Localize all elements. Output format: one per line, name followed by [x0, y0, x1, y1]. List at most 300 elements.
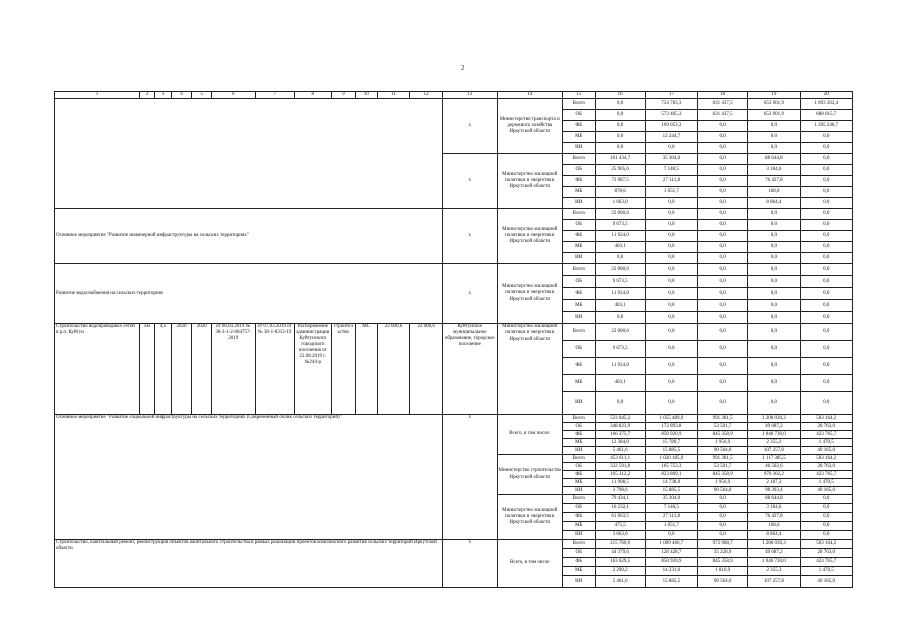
value-cell: 1 956,9 — [698, 479, 748, 487]
value-cell: 991 381,5 — [698, 415, 748, 423]
header-row — [55, 92, 853, 99]
column-header: 15 — [562, 92, 595, 99]
value-cell: 3 184,6 — [748, 165, 800, 176]
value-cell: 653 901,9 — [748, 110, 800, 121]
value-cell: 0,0 — [645, 288, 697, 300]
value-cell: 0,0 — [645, 143, 697, 154]
value-cell: 348 823,9 — [595, 423, 645, 431]
value-cell: 0,0 — [698, 495, 748, 504]
value-cell: 49 165,0 — [800, 487, 852, 495]
source-cell: Всего — [562, 209, 595, 220]
column-header: 17 — [645, 92, 697, 99]
marker-cell: х — [443, 99, 498, 154]
value-cell: 0,0 — [800, 209, 852, 220]
marker-cell: х — [443, 540, 498, 588]
value-cell: 0,0 — [748, 312, 800, 324]
value-cell: 972 968,7 — [698, 540, 748, 549]
value-cell: 3 663,0 — [595, 531, 645, 540]
source-cell: ИИ — [562, 143, 595, 154]
value-cell: 0,0 — [800, 242, 852, 253]
value-cell: 1 470,5 — [800, 567, 852, 576]
executor-cell: Министерство жилищной политики и энергетики Иркутской области — [497, 209, 562, 264]
source-cell: МБ — [562, 300, 595, 312]
value-cell: 15 885,5 — [645, 487, 697, 495]
value-cell: 22 000,6 — [595, 209, 645, 220]
value-cell: 0,0 — [645, 198, 697, 209]
object-start-cell: 2020 — [171, 324, 192, 415]
source-cell: ОБ — [562, 276, 595, 288]
value-cell: 0,0 — [698, 522, 748, 531]
value-cell: 0,0 — [800, 264, 852, 276]
value-cell: 0,0 — [698, 324, 748, 341]
value-cell: 503 164,2 — [800, 455, 852, 463]
value-cell: 128 428,7 — [645, 549, 697, 558]
value-cell: 0,0 — [748, 132, 800, 143]
value-cell: 215 760,9 — [595, 540, 645, 549]
value-cell: 46 502,6 — [748, 463, 800, 471]
value-cell: 332 591,8 — [595, 463, 645, 471]
value-cell: 49 165,0 — [800, 447, 852, 455]
object-cost-b-cell: 22 000,6 — [410, 324, 443, 415]
value-cell: 0,0 — [698, 531, 748, 540]
object-name-cell: Строительство водопроводных сетей в р.п. Куйтун — [55, 324, 140, 415]
source-cell: Всего — [562, 415, 595, 423]
value-cell: 53 501,7 — [698, 423, 748, 431]
value-cell: 0,0 — [645, 531, 697, 540]
value-cell: 76 427,8 — [748, 513, 800, 522]
source-cell: Всего — [562, 455, 595, 463]
value-cell: 0,0 — [645, 253, 697, 264]
value-cell: 0,0 — [698, 341, 748, 358]
value-cell: 9 673,5 — [595, 220, 645, 231]
value-cell: 0,0 — [800, 154, 852, 165]
value-cell: 1 046 730,0 — [748, 558, 800, 567]
value-cell: 8 864,4 — [748, 198, 800, 209]
column-header: 4 — [171, 92, 192, 99]
value-cell: 850 920,9 — [645, 431, 697, 439]
section-title-cell: Основное мероприятие "Развитие инженерной инфраструктуры на сельских территориях" — [55, 209, 443, 264]
source-cell: ОБ — [562, 423, 595, 431]
value-cell: 0,0 — [698, 276, 748, 288]
value-cell: 423 765,7 — [800, 471, 852, 479]
value-cell: 1 051,7 — [645, 522, 697, 531]
source-cell: МБ — [562, 132, 595, 143]
value-cell: 0,0 — [595, 253, 645, 264]
value-cell: 0,0 — [748, 324, 800, 341]
value-cell: 0,0 — [748, 209, 800, 220]
value-cell: 90 564,0 — [698, 576, 748, 588]
object-ms-cell: МС — [355, 324, 377, 415]
source-cell: ФБ — [562, 231, 595, 242]
value-cell: 573 485,3 — [645, 110, 697, 121]
value-cell: 12 384,0 — [595, 439, 645, 447]
table-row — [55, 415, 853, 423]
value-cell: 90 564,0 — [698, 487, 748, 495]
value-cell: 35 304,0 — [645, 495, 697, 504]
value-cell: 11 924,0 — [595, 288, 645, 300]
source-cell: ИИ — [562, 531, 595, 540]
column-header: 14 — [497, 92, 562, 99]
value-cell: 25 905,6 — [595, 165, 645, 176]
value-cell: 98 393,4 — [748, 487, 800, 495]
value-cell: 107 257,8 — [748, 576, 800, 588]
executor-cell: Министерство транспорта и дорожного хозяйства Иркутской области — [497, 99, 562, 154]
value-cell: 14 738,0 — [645, 479, 697, 487]
value-cell: 15 885,5 — [645, 576, 697, 588]
table-row — [55, 540, 853, 549]
value-cell: 0,0 — [595, 121, 645, 132]
page-number: 2 — [461, 64, 465, 72]
value-cell: 0,0 — [800, 375, 852, 392]
value-cell: 878,6 — [595, 187, 645, 198]
value-cell: 28 763,0 — [800, 463, 852, 471]
object-work-type-cell: строительство — [331, 324, 355, 415]
value-cell: 0,0 — [800, 132, 852, 143]
value-cell: 0,0 — [698, 154, 748, 165]
source-cell: Всего — [562, 324, 595, 341]
value-cell: 754 783,3 — [645, 99, 697, 110]
column-header: 2 — [140, 92, 155, 99]
value-cell: 0,0 — [698, 504, 748, 513]
value-cell: 0,0 — [800, 187, 852, 198]
value-cell: 0,0 — [748, 300, 800, 312]
value-cell: 0,0 — [748, 375, 800, 392]
value-cell: 8 864,4 — [748, 531, 800, 540]
value-cell: 0,0 — [698, 264, 748, 276]
column-header: 1 — [55, 92, 140, 99]
source-cell: ОБ — [562, 463, 595, 471]
value-cell: 88 644,8 — [748, 154, 800, 165]
value-cell: 35 228,9 — [698, 549, 748, 558]
value-cell: 423 765,7 — [800, 558, 852, 567]
value-cell: 453 611,1 — [595, 455, 645, 463]
value-cell: 0,0 — [645, 276, 697, 288]
value-cell: 1 051,7 — [645, 187, 697, 198]
value-cell: 823 809,1 — [645, 471, 697, 479]
marker-cell: х — [443, 264, 498, 324]
source-cell: ОБ — [562, 165, 595, 176]
value-cell: 0,0 — [645, 375, 697, 392]
source-cell: ИИ — [562, 312, 595, 324]
value-cell: 5 461,6 — [595, 447, 645, 455]
value-cell: 1 117 385,5 — [748, 455, 800, 463]
column-header: 20 — [800, 92, 852, 99]
value-cell: 2 290,2 — [595, 567, 645, 576]
value-cell: 533 045,2 — [595, 415, 645, 423]
value-cell: 1 055 489,9 — [645, 415, 697, 423]
value-cell: 0,0 — [645, 341, 697, 358]
value-cell: 0,0 — [800, 143, 852, 154]
value-cell: 0,0 — [698, 242, 748, 253]
value-cell: 49 687,2 — [748, 549, 800, 558]
value-cell: 0,0 — [698, 143, 748, 154]
source-cell: ФБ — [562, 471, 595, 479]
value-cell: 0,0 — [698, 220, 748, 231]
value-cell: 1 020 185,9 — [645, 455, 697, 463]
value-cell: 1 206 030,3 — [748, 540, 800, 549]
value-cell: 0,0 — [748, 288, 800, 300]
value-cell: 0,0 — [800, 198, 852, 209]
object-row — [55, 324, 853, 341]
value-cell: 1 206 030,3 — [748, 415, 800, 423]
value-cell: 9 673,5 — [595, 276, 645, 288]
value-cell: 61 063,5 — [595, 513, 645, 522]
value-cell: 0,0 — [800, 392, 852, 415]
source-cell: ФБ — [562, 358, 595, 375]
value-cell: 0,0 — [748, 264, 800, 276]
source-cell: ИИ — [562, 447, 595, 455]
value-cell: 101 434,7 — [595, 154, 645, 165]
source-cell: МБ — [562, 375, 595, 392]
value-cell: 0,0 — [698, 231, 748, 242]
column-header: 5 — [192, 92, 212, 99]
value-cell: 5 461,6 — [595, 576, 645, 588]
value-cell: 22 000,6 — [595, 324, 645, 341]
value-cell: 9 673,5 — [595, 341, 645, 358]
source-cell: ОБ — [562, 341, 595, 358]
value-cell: 0,0 — [595, 392, 645, 415]
value-cell: 0,0 — [800, 231, 852, 242]
value-cell: 27 111,8 — [645, 176, 697, 187]
source-cell: ИИ — [562, 198, 595, 209]
value-cell: 79 434,1 — [595, 495, 645, 504]
value-cell: 0,0 — [645, 358, 697, 375]
column-header: 19 — [748, 92, 800, 99]
value-cell: 0,0 — [748, 392, 800, 415]
source-cell: МБ — [562, 567, 595, 576]
source-cell: ФБ — [562, 558, 595, 567]
value-cell: 1 470,5 — [800, 439, 852, 447]
value-cell: 0,0 — [800, 253, 852, 264]
object-executor-cell: Министерство жилищной политики и энергетики Иркутской области — [497, 324, 562, 415]
source-cell: МБ — [562, 439, 595, 447]
value-cell: 0,0 — [698, 187, 748, 198]
source-cell: ФБ — [562, 288, 595, 300]
value-cell: 0,0 — [698, 121, 748, 132]
value-cell: 15 789,7 — [645, 439, 697, 447]
value-cell: 11 924,0 — [595, 231, 645, 242]
source-cell: Всего — [562, 540, 595, 549]
source-cell: ИИ — [562, 576, 595, 588]
value-cell: 991 381,5 — [698, 455, 748, 463]
source-cell: ИИ — [562, 392, 595, 415]
section-title-cell: Основное мероприятие "Развитие социальной инфраструктуры на сельских территориях (Современный облик сельских территорий)" — [55, 415, 443, 540]
column-header: 18 — [698, 92, 748, 99]
source-cell: ИИ — [562, 253, 595, 264]
value-cell: 0,0 — [645, 300, 697, 312]
value-cell: 165 753,3 — [645, 463, 697, 471]
value-cell: 0,0 — [748, 276, 800, 288]
source-cell: Всего — [562, 154, 595, 165]
value-cell: 0,0 — [698, 176, 748, 187]
value-cell: 0,0 — [645, 220, 697, 231]
value-cell: 11 924,0 — [595, 358, 645, 375]
value-cell: 0,0 — [595, 312, 645, 324]
value-cell: 44 379,6 — [595, 549, 645, 558]
column-header: 3 — [155, 92, 171, 99]
value-cell: 0,0 — [595, 132, 645, 143]
value-cell: 15 885,5 — [645, 447, 697, 455]
value-cell: 0,0 — [748, 220, 800, 231]
value-cell: 12 244,7 — [645, 132, 697, 143]
object-approval-cell: от 07.03.2019 от № 38-1-0312-19 — [255, 324, 294, 415]
budget-table — [54, 91, 853, 588]
executor-cell: Министерство жилищной политики и энергетики Иркутской области — [497, 495, 562, 540]
executor-cell: Министерство жилищной политики и энергетики Иркутской области — [497, 154, 562, 209]
object-decree-cell: Распоряжение администрации Куйтунского городского поселения от 22.08.2019 г. №244-р — [294, 324, 331, 415]
source-cell: МБ — [562, 187, 595, 198]
source-cell: ОБ — [562, 110, 595, 121]
value-cell: 503 164,2 — [800, 540, 852, 549]
value-cell: 49 687,2 — [748, 423, 800, 431]
value-cell: 0,0 — [800, 513, 852, 522]
value-cell: 0,0 — [800, 300, 852, 312]
value-cell: 0,0 — [698, 165, 748, 176]
executor-cell: Всего, в том числе: — [497, 415, 562, 455]
executor-cell: Министерство строительства Иркутской области — [497, 455, 562, 495]
value-cell: 107 257,8 — [748, 447, 800, 455]
section-title-cell: Развитие водоснабжения на сельских территориях — [55, 264, 443, 324]
value-cell: 850 920,9 — [645, 558, 697, 567]
column-header: 13 — [443, 92, 498, 99]
table-row — [55, 209, 853, 220]
value-cell: 631 437,5 — [698, 110, 748, 121]
value-cell: 88 644,8 — [748, 495, 800, 504]
value-cell: 27 111,8 — [645, 513, 697, 522]
value-cell: 0,0 — [698, 132, 748, 143]
column-header: 10 — [355, 92, 377, 99]
marker-cell: х — [443, 154, 498, 209]
object-capacity-cell: 4,5 — [155, 324, 171, 415]
value-cell: 0,0 — [698, 198, 748, 209]
source-cell: ФБ — [562, 513, 595, 522]
column-header: 6 — [211, 92, 255, 99]
source-cell: ОБ — [562, 549, 595, 558]
value-cell: 35 304,0 — [645, 154, 697, 165]
value-cell: 0,0 — [698, 375, 748, 392]
executor-cell: Министерство жилищной политики и энергетики Иркутской области — [497, 264, 562, 324]
source-cell: ОБ — [562, 504, 595, 513]
value-cell: 653 901,9 — [748, 99, 800, 110]
section-title-cell — [55, 99, 443, 209]
value-cell: 503 164,2 — [800, 415, 852, 423]
table-row — [55, 264, 853, 276]
value-cell: 0,0 — [800, 220, 852, 231]
value-cell: 0,0 — [800, 288, 852, 300]
value-cell: 688 015,7 — [800, 110, 852, 121]
value-cell: 53 501,7 — [698, 463, 748, 471]
table-row — [55, 99, 853, 110]
value-cell: 7 140,5 — [645, 165, 697, 176]
value-cell: 1 205 246,7 — [800, 121, 852, 132]
value-cell: 1 663,0 — [595, 198, 645, 209]
value-cell: 49 165,0 — [800, 576, 852, 588]
value-cell: 22 000,6 — [595, 264, 645, 276]
value-cell: 0,0 — [800, 341, 852, 358]
source-cell: МБ — [562, 242, 595, 253]
column-header: 16 — [595, 92, 645, 99]
marker-cell: х — [443, 209, 498, 264]
value-cell: 2 355,3 — [748, 567, 800, 576]
value-cell: 1 893 262,4 — [800, 99, 852, 110]
value-cell: 3 798,6 — [595, 487, 645, 495]
value-cell: 0,0 — [595, 110, 645, 121]
value-cell: 0,0 — [748, 358, 800, 375]
value-cell: 403,1 — [595, 300, 645, 312]
value-cell: 72 987,5 — [595, 176, 645, 187]
source-cell: Всего — [562, 264, 595, 276]
column-header: 12 — [410, 92, 443, 99]
value-cell: 1 816,9 — [698, 567, 748, 576]
value-cell: 2 355,3 — [748, 439, 800, 447]
value-cell: 105 312,2 — [595, 471, 645, 479]
value-cell: 163 629,5 — [595, 558, 645, 567]
value-cell: 0,0 — [645, 264, 697, 276]
value-cell: 0,0 — [748, 121, 800, 132]
object-unit-cell: км — [140, 324, 155, 415]
value-cell: 403,1 — [595, 242, 645, 253]
value-cell: 3 184,6 — [748, 504, 800, 513]
value-cell: 0,0 — [645, 231, 697, 242]
value-cell: 0,0 — [595, 143, 645, 154]
value-cell: 0,0 — [698, 253, 748, 264]
value-cell: 0,0 — [748, 242, 800, 253]
object-expertise-cell: от 06.03.2019 № 38-1-1-2-004757-2019 — [211, 324, 255, 415]
source-cell: Всего — [562, 99, 595, 110]
source-cell: Всего — [562, 495, 595, 504]
value-cell: 0,0 — [800, 522, 852, 531]
value-cell: 168,0 — [748, 187, 800, 198]
value-cell: 11 908,5 — [595, 479, 645, 487]
value-cell: 845 358,9 — [698, 471, 748, 479]
value-cell: 0,0 — [800, 312, 852, 324]
column-header: 7 — [255, 92, 294, 99]
value-cell: 166 375,7 — [595, 431, 645, 439]
value-cell: 0,0 — [698, 358, 748, 375]
value-cell: 28 763,0 — [800, 423, 852, 431]
value-cell: 0,0 — [645, 324, 697, 341]
value-cell: 0,0 — [748, 253, 800, 264]
value-cell: 76 427,8 — [748, 176, 800, 187]
value-cell: 1 046 730,0 — [748, 431, 800, 439]
source-cell: МБ — [562, 522, 595, 531]
value-cell: 0,0 — [698, 392, 748, 415]
value-cell: 0,0 — [800, 358, 852, 375]
value-cell: 0,0 — [800, 324, 852, 341]
value-cell: 0,0 — [800, 531, 852, 540]
value-cell: 1 956,9 — [698, 439, 748, 447]
value-cell: 0,0 — [698, 513, 748, 522]
object-municipality-cell: Куйтунское муниципальное образование, городское поселение — [443, 324, 498, 415]
value-cell: 2 187,3 — [748, 479, 800, 487]
value-cell: 0,0 — [748, 143, 800, 154]
value-cell: 1 009 466,7 — [645, 540, 697, 549]
value-cell: 28 763,0 — [800, 549, 852, 558]
column-header: 8 — [294, 92, 331, 99]
value-cell: 0,0 — [698, 312, 748, 324]
value-cell: 0,0 — [645, 392, 697, 415]
value-cell: 0,0 — [698, 300, 748, 312]
value-cell: 0,0 — [698, 288, 748, 300]
value-cell: 0,0 — [595, 99, 645, 110]
value-cell: 845 358,9 — [698, 558, 748, 567]
value-cell: 14 231,6 — [645, 567, 697, 576]
value-cell: 172 893,8 — [645, 423, 697, 431]
value-cell: 0,0 — [800, 165, 852, 176]
marker-cell: х — [443, 415, 498, 540]
value-cell: 845 358,9 — [698, 431, 748, 439]
value-cell: 0,0 — [800, 276, 852, 288]
